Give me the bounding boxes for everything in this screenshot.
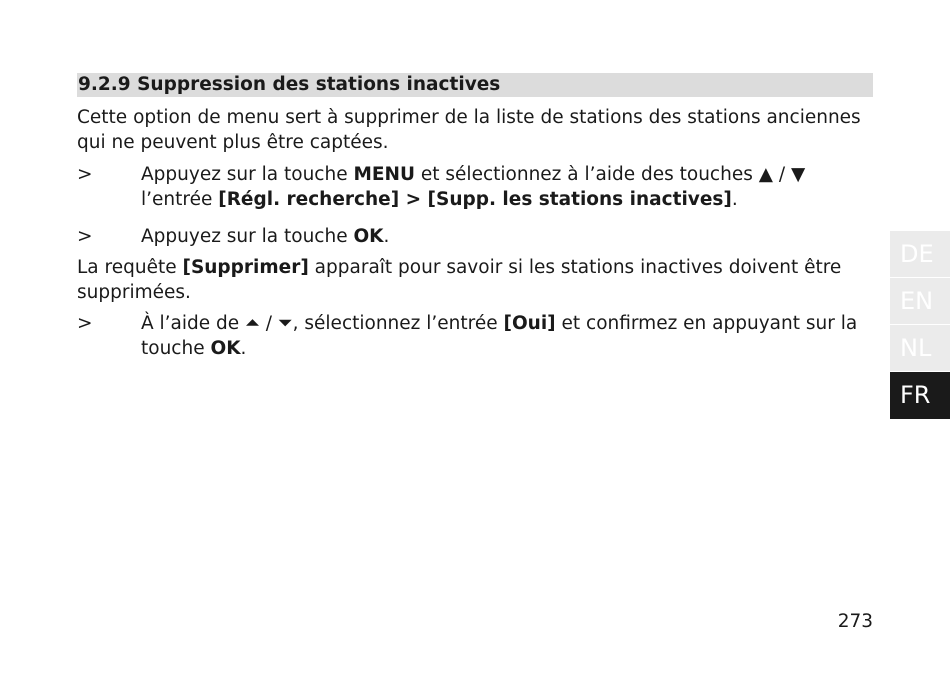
step-text: et sélectionnez à l’aide des touches ▲ / ▼ l’entrée: [141, 164, 806, 210]
step-option-oui: [Oui]: [503, 313, 556, 334]
step-text: et confirmez en appuyant sur la touche: [141, 313, 858, 359]
step-text: .: [240, 338, 247, 359]
para-text: apparaît pour savoir si les stations inactives doivent être supprimées.: [77, 257, 842, 303]
intro-paragraph: Cette option de menu sert à supprimer de la liste de stations des stations anciennes qui ne peuvent plus être captées.: [77, 107, 861, 153]
language-tabs: [890, 231, 950, 419]
step-marker: >: [77, 164, 93, 185]
instruction-step-2: [77, 224, 873, 249]
lang-tab-nl[interactable]: NL: [890, 325, 950, 372]
lang-tab-en[interactable]: EN: [890, 278, 950, 325]
step-key-ok: OK: [210, 338, 241, 359]
step-text: .: [731, 189, 738, 210]
para-text: La requête: [77, 257, 183, 278]
instruction-step-3: [77, 311, 873, 361]
section-heading: 9.2.9 Suppression des stations inactives: [77, 73, 873, 97]
step-key-ok: OK: [353, 226, 384, 247]
step-text: Appuyez sur la touche: [141, 164, 354, 185]
step-text: À l’aide de ⏶ / ⏷, sélectionnez l’entrée: [141, 313, 504, 334]
step-text: .: [383, 226, 390, 247]
step-text: Appuyez sur la touche: [141, 226, 354, 247]
lang-tab-de[interactable]: DE: [890, 231, 950, 278]
info-paragraph: [77, 255, 873, 305]
para-option: [Supprimer]: [182, 257, 309, 278]
step-marker: >: [77, 313, 93, 334]
lang-tab-fr[interactable]: FR: [890, 372, 950, 419]
manual-content: [77, 73, 873, 361]
step-key-menu: MENU: [353, 164, 416, 185]
page-number: 273: [837, 611, 873, 632]
step-marker: >: [77, 226, 93, 247]
step-menu-path: [Régl. recherche] > [Supp. les stations inactives]: [218, 189, 732, 210]
instruction-step-1: [77, 162, 873, 212]
